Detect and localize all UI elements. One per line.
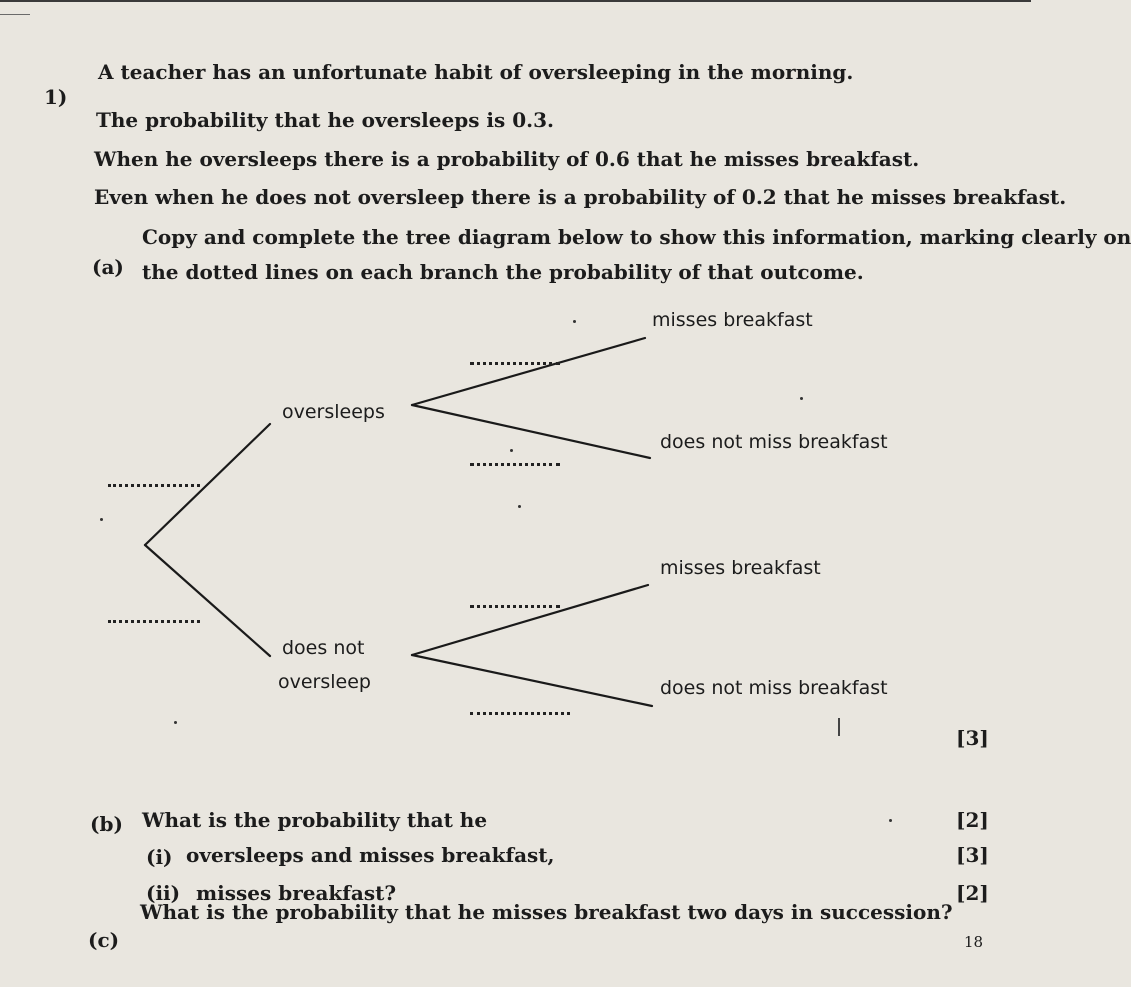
part-b-text: What is the probability that he xyxy=(142,808,488,832)
part-a-line-1: Copy and complete the tree diagram below to show this information, marking clearly on xyxy=(142,225,1131,249)
part-b-i-text: oversleeps and misses breakfast, xyxy=(186,843,555,867)
answer-blank-not-miss-2[interactable] xyxy=(470,712,570,715)
label-misses-breakfast-1: misses breakfast xyxy=(652,309,813,331)
speck xyxy=(100,518,103,521)
part-b-label: (b) xyxy=(90,812,123,836)
speck xyxy=(518,505,521,508)
part-b-ii-marks: [2] xyxy=(956,881,989,905)
part-a-label: (a) xyxy=(92,255,124,279)
speck xyxy=(174,721,177,724)
label-does-not: does not xyxy=(282,637,365,659)
part-b-ii-label: (ii) xyxy=(146,881,181,905)
stray-mark xyxy=(838,718,840,736)
label-not-miss-breakfast-1: does not miss breakfast xyxy=(660,431,888,453)
branch-oversleeps-not-miss xyxy=(412,405,650,458)
part-a-line-2: the dotted lines on each branch the probability of that outcome. xyxy=(142,260,864,284)
question-line-4: Even when he does not oversleep there is a probability of 0.2 that he misses breakfast. xyxy=(94,185,1067,209)
question-number: 1) xyxy=(44,85,68,109)
speck xyxy=(800,397,803,400)
branch-notover-misses xyxy=(412,585,648,655)
part-b-i-marks: [3] xyxy=(956,843,989,867)
answer-blank-misses-1[interactable] xyxy=(470,362,560,365)
question-line-3: When he oversleeps there is a probability of 0.6 that he misses breakfast. xyxy=(94,147,920,171)
branch-not-oversleep xyxy=(145,545,270,656)
label-not-miss-breakfast-2: does not miss breakfast xyxy=(660,677,888,699)
branch-notover-not-miss xyxy=(412,655,652,706)
part-b-ii-text: misses breakfast? xyxy=(196,881,397,905)
answer-blank-not-miss-1[interactable] xyxy=(470,463,560,466)
label-misses-breakfast-2: misses breakfast xyxy=(660,557,821,579)
part-a-marks: [3] xyxy=(956,726,989,750)
part-c-text: What is the probability that he misses breakfast two days in succession? xyxy=(140,900,953,924)
speck xyxy=(889,819,892,822)
question-line-1: A teacher has an unfortunate habit of oversleeping in the morning. xyxy=(98,60,854,84)
answer-blank-misses-2[interactable] xyxy=(470,605,560,608)
page-marker: 18 xyxy=(964,933,984,951)
label-oversleep: oversleep xyxy=(278,671,371,693)
label-oversleeps: oversleeps xyxy=(282,401,385,423)
answer-blank-oversleeps[interactable] xyxy=(108,484,200,487)
speck xyxy=(573,320,576,323)
answer-blank-not-oversleep[interactable] xyxy=(108,620,200,623)
part-b-marks: [2] xyxy=(956,808,989,832)
branch-oversleeps-misses xyxy=(412,338,645,405)
part-b-i-label: (i) xyxy=(146,845,173,869)
question-line-2: The probability that he oversleeps is 0.3. xyxy=(96,108,554,132)
speck xyxy=(510,449,513,452)
part-c-label: (c) xyxy=(88,928,120,952)
